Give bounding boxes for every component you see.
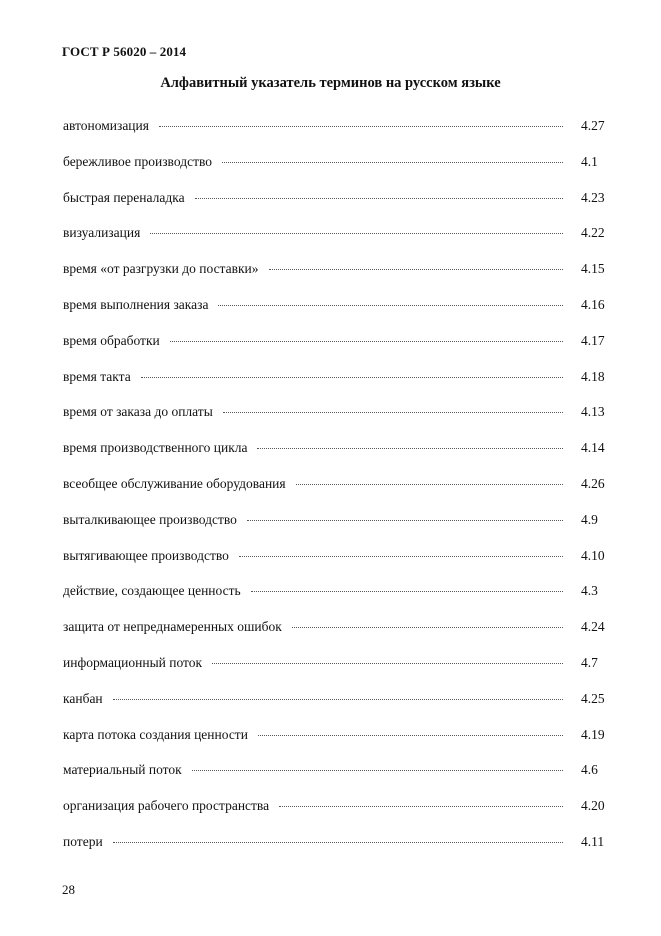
index-entry (63, 727, 611, 763)
document-code: ГОСТ Р 56020 – 2014 (62, 44, 187, 59)
index-entry (63, 512, 611, 548)
index-entry (63, 619, 611, 655)
index-reference: 4.7 (581, 654, 598, 670)
index-reference: 4.25 (581, 690, 605, 706)
index-term: время выполнения заказа (63, 296, 209, 312)
index-term: автономизация (63, 118, 149, 133)
index-reference: 4.3 (581, 583, 598, 599)
dot-leader (247, 519, 563, 521)
index-term: визуализация (63, 225, 141, 241)
index-reference: 4.1 (581, 153, 598, 169)
dot-leader (159, 125, 563, 127)
index-term: информационный поток (63, 654, 203, 670)
index-entry (63, 333, 611, 369)
index-term: выталкивающее производство (63, 511, 237, 527)
dot-leader (258, 734, 563, 736)
index-entry (63, 261, 611, 297)
index-entry (63, 655, 611, 691)
index-title: Алфавитный указатель терминов на русском языке (160, 75, 501, 91)
index-term: время обработки (63, 332, 160, 348)
index-reference: 4.24 (581, 619, 605, 635)
index-term: действие, создающее ценность (63, 583, 241, 599)
index-entry (63, 583, 611, 619)
index-entry (63, 476, 611, 512)
dot-leader (170, 340, 563, 342)
dot-leader (218, 304, 563, 306)
index-entry (63, 225, 611, 261)
dot-leader (192, 769, 563, 771)
page-number: 28 (62, 882, 75, 897)
index-entry (63, 548, 611, 584)
index-reference: 4.20 (581, 798, 605, 814)
index-term: время от заказа до оплаты (63, 404, 213, 420)
index-reference: 4.27 (581, 118, 605, 133)
index-term: канбан (63, 690, 103, 706)
dot-leader (251, 590, 563, 592)
index-reference: 4.6 (581, 762, 598, 778)
index-term: потери (63, 833, 103, 849)
dot-leader (296, 483, 563, 485)
index-reference: 4.22 (581, 225, 605, 241)
index-entry (63, 369, 611, 405)
dot-leader (195, 197, 563, 199)
index-reference: 4.16 (581, 296, 605, 312)
index-entry (63, 834, 611, 870)
index-reference: 4.10 (581, 547, 605, 563)
index-entry (63, 404, 611, 440)
index-reference: 4.11 (581, 833, 605, 849)
index-reference: 4.13 (581, 404, 605, 420)
index-entry (63, 190, 611, 226)
index-reference: 4.18 (581, 368, 605, 384)
index-term: бережливое производство (63, 153, 212, 169)
dot-leader (257, 447, 563, 449)
index-reference: 4.9 (581, 511, 598, 527)
index-reference: 4.15 (581, 261, 605, 277)
index-term: организация рабочего пространства (63, 798, 270, 814)
dot-leader (239, 555, 563, 557)
dot-leader (150, 232, 563, 234)
index-term: карта потока создания ценности (63, 726, 248, 742)
index-reference: 4.26 (581, 475, 605, 491)
index-term: время производственного цикла (63, 440, 248, 456)
index-term: всеобщее обслуживание оборудования (63, 475, 286, 491)
dot-leader (223, 411, 563, 413)
index-entry (63, 762, 611, 798)
index-reference: 4.23 (581, 189, 605, 205)
dot-leader (141, 376, 563, 378)
index-entry (63, 118, 611, 154)
index-entry (63, 154, 611, 190)
index-reference: 4.14 (581, 440, 605, 456)
index-reference: 4.17 (581, 332, 605, 348)
dot-leader (269, 268, 563, 270)
index-entry (63, 440, 611, 476)
dot-leader (113, 698, 563, 700)
index-term: быстрая переналадка (63, 189, 185, 205)
index-term: вытягивающее производство (63, 547, 229, 563)
index-entry (63, 798, 611, 834)
index-reference: 4.19 (581, 726, 605, 742)
term-index-list (63, 118, 611, 870)
dot-leader (222, 161, 563, 163)
dot-leader (292, 626, 563, 628)
dot-leader (279, 805, 563, 807)
dot-leader (212, 662, 563, 664)
index-term: материальный поток (63, 762, 182, 778)
index-term: время такта (63, 368, 131, 384)
index-entry (63, 297, 611, 333)
index-term: защита от непреднамеренных ошибок (63, 619, 282, 635)
index-term: время «от разгрузки до поставки» (63, 261, 259, 277)
index-entry (63, 691, 611, 727)
dot-leader (113, 841, 563, 843)
